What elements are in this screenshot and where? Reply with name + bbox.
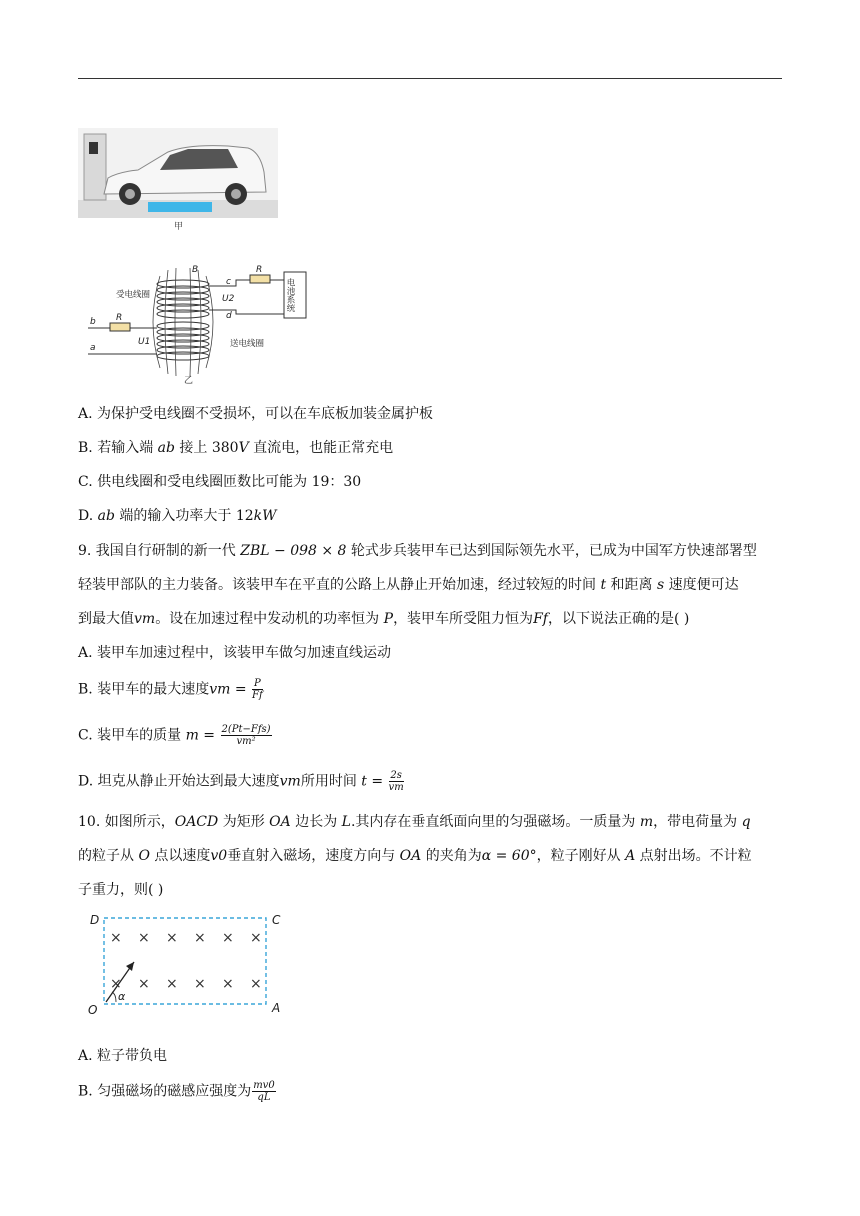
svg-text:×: ×: [194, 976, 206, 992]
q10-option-a: A. 粒子带负电: [78, 1048, 168, 1064]
label-A: A: [272, 1001, 281, 1015]
label-O: O: [88, 1003, 98, 1017]
label-d: d: [226, 311, 232, 321]
label-c: c: [226, 277, 231, 287]
label-a: a: [90, 343, 96, 353]
q10-stem-line-1: 10. 如图所示，OACD 为矩形 OA 边长为 L.其内存在垂直纸面向里的匀强磁场。一质量为 m，带电荷量为 q: [78, 814, 751, 830]
q9-option-a: A. 装甲车加速过程中，该装甲车做匀加速直线运动: [78, 645, 392, 661]
q8-option-a: A. 为保护受电线圈不受损坏，可以在车底板加装金属护板: [78, 406, 434, 422]
q10-stem-line-3: 子重力，则( ): [78, 882, 164, 898]
resistor-bottom: [110, 323, 130, 331]
figure-q10-magnetic-field: [82, 908, 292, 1020]
q8-option-c: C. 供电线圈和受电线圈匝数比可能为 19：30: [78, 474, 362, 490]
q9-option-b: B. 装甲车的最大速度vm = $\frac{P}{Ff}$: [78, 678, 263, 701]
q10-option-b: B. 匀强磁场的磁感应强度为 $\frac{mv0}{qL}$: [78, 1080, 275, 1103]
svg-text:×: ×: [250, 976, 262, 992]
svg-text:×: ×: [194, 930, 206, 946]
svg-text:×: ×: [110, 930, 122, 946]
q9-stem-line-2: 轻装甲部队的主力装备。该装甲车在平直的公路上从静止开始加速，经过较短的时间 t 和距离 s 速度便可达: [78, 577, 739, 593]
label-alpha: α: [118, 990, 126, 1003]
figure-jia-caption: 甲: [174, 222, 184, 232]
figure-yi-coils-circuit: [88, 262, 310, 386]
figure-jia-car-charging: [78, 128, 278, 234]
label-R-top: R: [256, 265, 263, 275]
label-R-bottom: R: [116, 313, 123, 323]
charging-pad: [148, 202, 212, 212]
label-C: C: [272, 913, 281, 927]
field-rectangle: [104, 918, 266, 1004]
label-battery-system: 电池系统: [285, 278, 295, 312]
field-crosses: [110, 930, 262, 992]
svg-text:×: ×: [222, 930, 234, 946]
header-rule: [78, 78, 782, 79]
q8-option-d: D. ab 端的输入功率大于 12kW: [78, 508, 277, 524]
svg-text:×: ×: [138, 930, 150, 946]
label-B: B: [192, 265, 199, 275]
q9-stem-line-1: 9. 我国自行研制的新一代 ZBL − 098 × 8 轮式步兵装甲车已达到国际领先水平，已成为中国军方快速部署型: [78, 543, 757, 559]
q9-stem-line-3: 到最大值vm。设在加速过程中发动机的功率恒为 P，装甲车所受阻力恒为Ff，以下说法正确的是( ): [78, 611, 690, 627]
svg-text:×: ×: [166, 976, 178, 992]
svg-text:×: ×: [110, 976, 122, 992]
q9-option-c: C. 装甲车的质量 m = $\frac{\text{2(Pt−Ffs)}}{\text{vm²}}$: [78, 724, 271, 747]
label-send-coil: 送电线圈: [230, 339, 265, 349]
label-U2: U2: [222, 294, 235, 304]
label-D: D: [90, 913, 100, 927]
label-receive-coil: 受电线圈: [116, 290, 151, 300]
svg-text:×: ×: [222, 976, 234, 992]
svg-text:×: ×: [138, 976, 150, 992]
svg-text:×: ×: [250, 930, 262, 946]
q9-option-d: D. 坦克从静止开始达到最大速度vm所用时间 t = $\frac{2s}{vm}$: [78, 770, 404, 793]
q10-stem-line-2: 的粒子从 O 点以速度v0垂直射入磁场，速度方向与 OA 的夹角为α = 60°，粒子刚好从 A 点射出场。不计粒: [78, 848, 752, 864]
q8-option-b: B. 若输入端 ab 接上 380V 直流电，也能正常充电: [78, 440, 394, 456]
label-b: b: [90, 317, 96, 327]
figure-yi-caption: 乙: [184, 376, 194, 386]
resistor-top: [250, 275, 270, 283]
label-U1: U1: [138, 337, 151, 347]
svg-text:×: ×: [166, 930, 178, 946]
